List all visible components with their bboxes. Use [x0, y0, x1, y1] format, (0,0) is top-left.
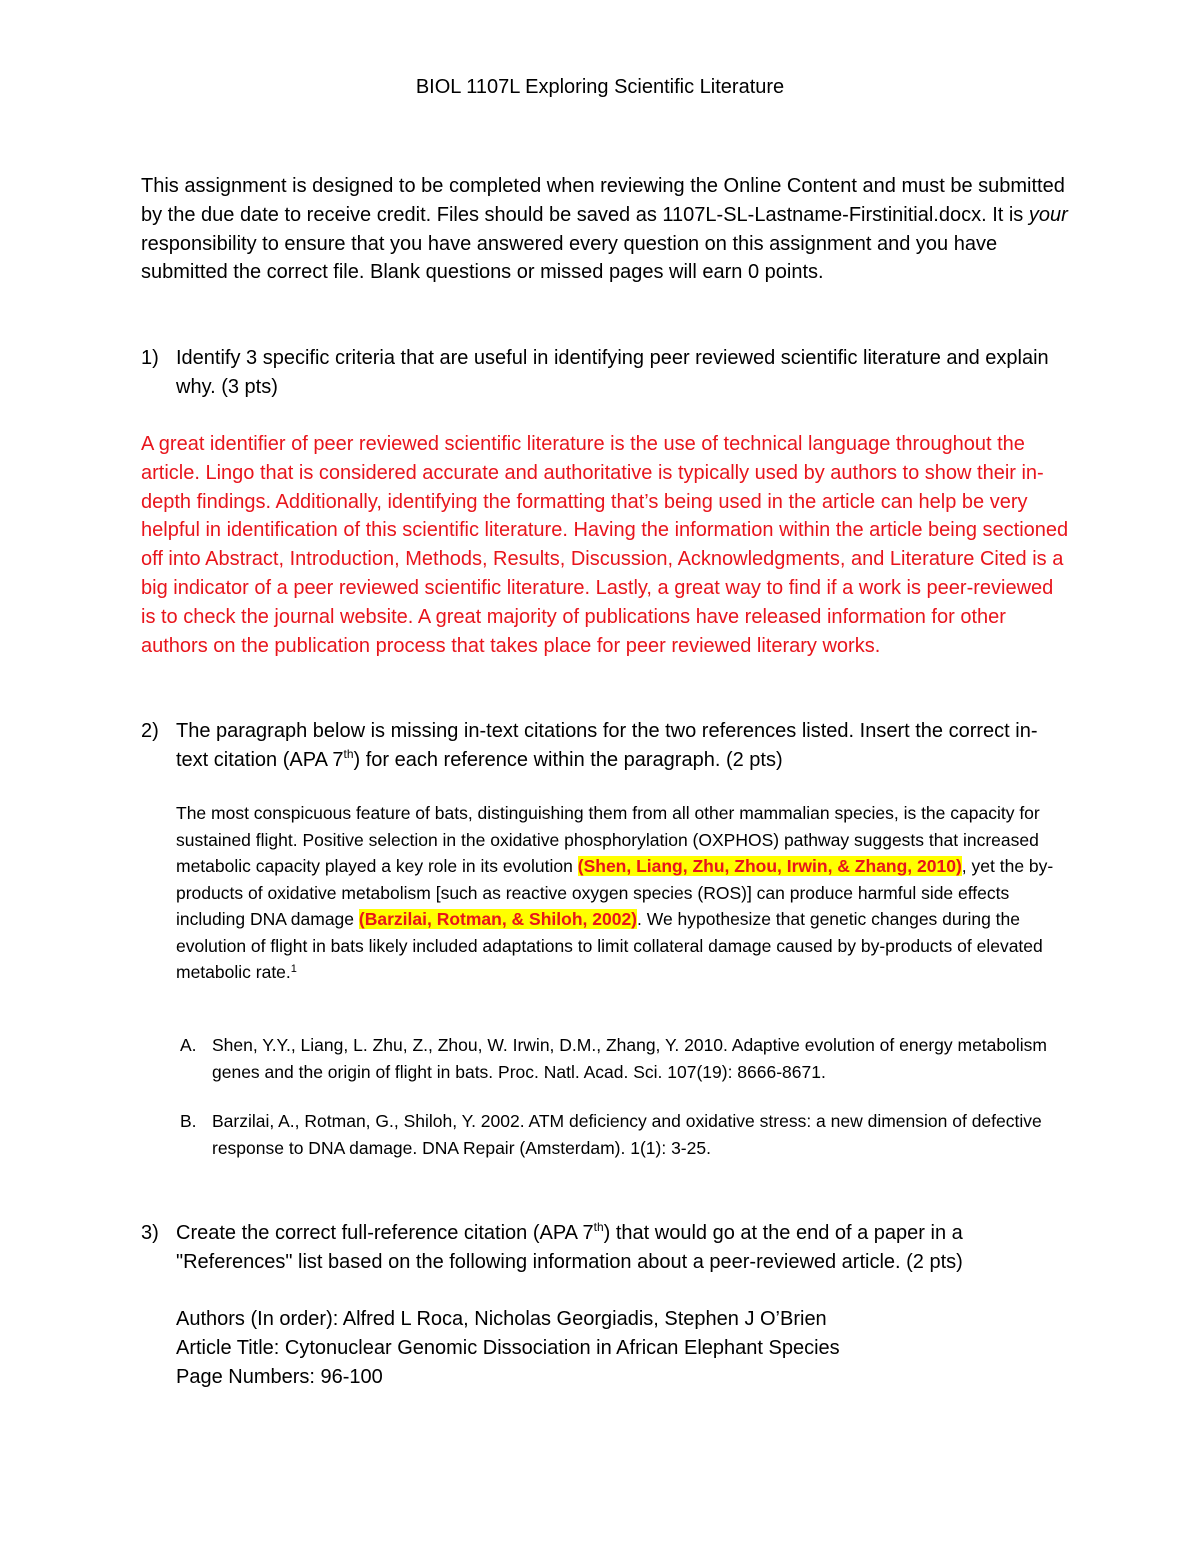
- article-authors: Authors (In order): Alfred L Roca, Nicholas Georgiadis, Stephen J O’Brien: [176, 1308, 827, 1330]
- article-info: [176, 1305, 1056, 1391]
- question-2-text: [176, 717, 1061, 775]
- answer-1: A great identifier of peer reviewed scientific literature is the use of technical language throughout the article. Lingo that is considered accurate and authoritative is typically used by authors to show their in-depth findings. Additionally, identifying the formatting that’s being used in the article can help be very helpful in identification of this scientific literature. Having the information within the article being sectioned off into Abstract, Introduction, Methods, Results, Discussion, Acknowledgments, and Literature Cited is a big indicator of a peer reviewed scientific literature. Lastly, a great way to find if a work is peer-reviewed is to check the journal website. A great majority of publications have released information for other authors on the publication process that takes place for peer reviewed literary works.: [141, 433, 1069, 657]
- article-title: Article Title: Cytonuclear Genomic Dissociation in African Elephant Species: [176, 1336, 840, 1359]
- question-3-text-after: ) that would go at the end of a paper in a "References" list based on the following information about a peer-reviewed article. (2 pts): [176, 1222, 963, 1273]
- reference-item: [176, 1108, 1066, 1161]
- intro-paragraph: [141, 172, 1071, 287]
- passage-segment-2: , yet the by-products of oxidative metabolism [such as reactive oxygen species (ROS)] can produce harmful side effects including DNA damage: [176, 856, 1054, 929]
- question-3: [141, 1219, 1061, 1277]
- question-3-text-before: Create the correct full-reference citation (APA 7: [176, 1222, 594, 1244]
- in-text-citation-barzilai: (Barzilai, Rotman, & Shiloh, 2002): [358, 909, 638, 929]
- question-3-text: [176, 1219, 1061, 1277]
- passage-segment-1: The most conspicuous feature of bats, distinguishing them from all other mammalian species, is the capacity for sustained flight. Positive selection in the oxidative phosphorylation (OXPHOS) pathway suggests that increased metabolic capacity played a key role in its evolution: [176, 803, 1040, 876]
- intro-emphasis: your: [1028, 203, 1068, 226]
- reference-text: Barzilai, A., Rotman, G., Shiloh, Y. 2002. ATM deficiency and oxidative stress: a new dimension of defective response to DNA damage. DNA Repair (Amsterdam). 1(1): 3-25.: [212, 1111, 1042, 1158]
- passage-footnote: 1: [290, 963, 297, 975]
- question-3-superscript: th: [593, 1220, 604, 1234]
- question-1-number: 1): [141, 347, 159, 369]
- intro-text-part1: This assignment is designed to be completed when reviewing the Online Content and must be submitted by the due date to receive credit. Files should be saved as 1107L-SL-Lastname-Firstinitial.docx. It is: [141, 175, 1065, 226]
- in-text-citation-shen: (Shen, Liang, Zhu, Zhou, Irwin, & Zhang, 2010): [577, 856, 962, 876]
- question-2-superscript: th: [343, 746, 354, 761]
- question-2-text-before: The paragraph below is missing in-text citations for the two references listed. Insert the correct in-text citation (APA 7: [176, 720, 1038, 771]
- question-2-number: 2): [141, 720, 159, 742]
- reference-label: A.: [180, 1035, 197, 1055]
- intro-text-part2: responsibility to ensure that you have answered every question on this assignment and you have submitted the correct file. Blank questions or missed pages will earn 0 points.: [141, 232, 998, 284]
- question-1-text: Identify 3 specific criteria that are useful in identifying peer reviewed scientific literature and explain why. (3 pts): [176, 347, 1049, 398]
- question-3-number: 3): [141, 1222, 159, 1244]
- question-1: [141, 344, 1061, 402]
- reference-label: B.: [180, 1111, 197, 1131]
- passage-segment-3: . We hypothesize that genetic changes during the evolution of flight in bats likely included adaptations to limit collateral damage caused by by-products of elevated metabolic rate.: [176, 909, 1043, 982]
- reference-b: [176, 1108, 1066, 1161]
- question-2-text-after: ) for each reference within the paragraph. (2 pts): [353, 748, 783, 771]
- article-pages: Page Numbers: 96-100: [176, 1365, 383, 1388]
- reference-a: [176, 1032, 1066, 1085]
- reference-text: Shen, Y.Y., Liang, L. Zhu, Z., Zhou, W. Irwin, D.M., Zhang, Y. 2010. Adaptive evolution of energy metabolism genes and the origin of flight in bats. Proc. Natl. Acad. Sci. 107(19): 8666-8671.: [212, 1035, 1047, 1082]
- document-title: BIOL 1107L Exploring Scientific Literature: [415, 76, 785, 98]
- question-2: [141, 717, 1061, 775]
- reference-item: [176, 1032, 1066, 1085]
- citation-passage: [176, 800, 1056, 986]
